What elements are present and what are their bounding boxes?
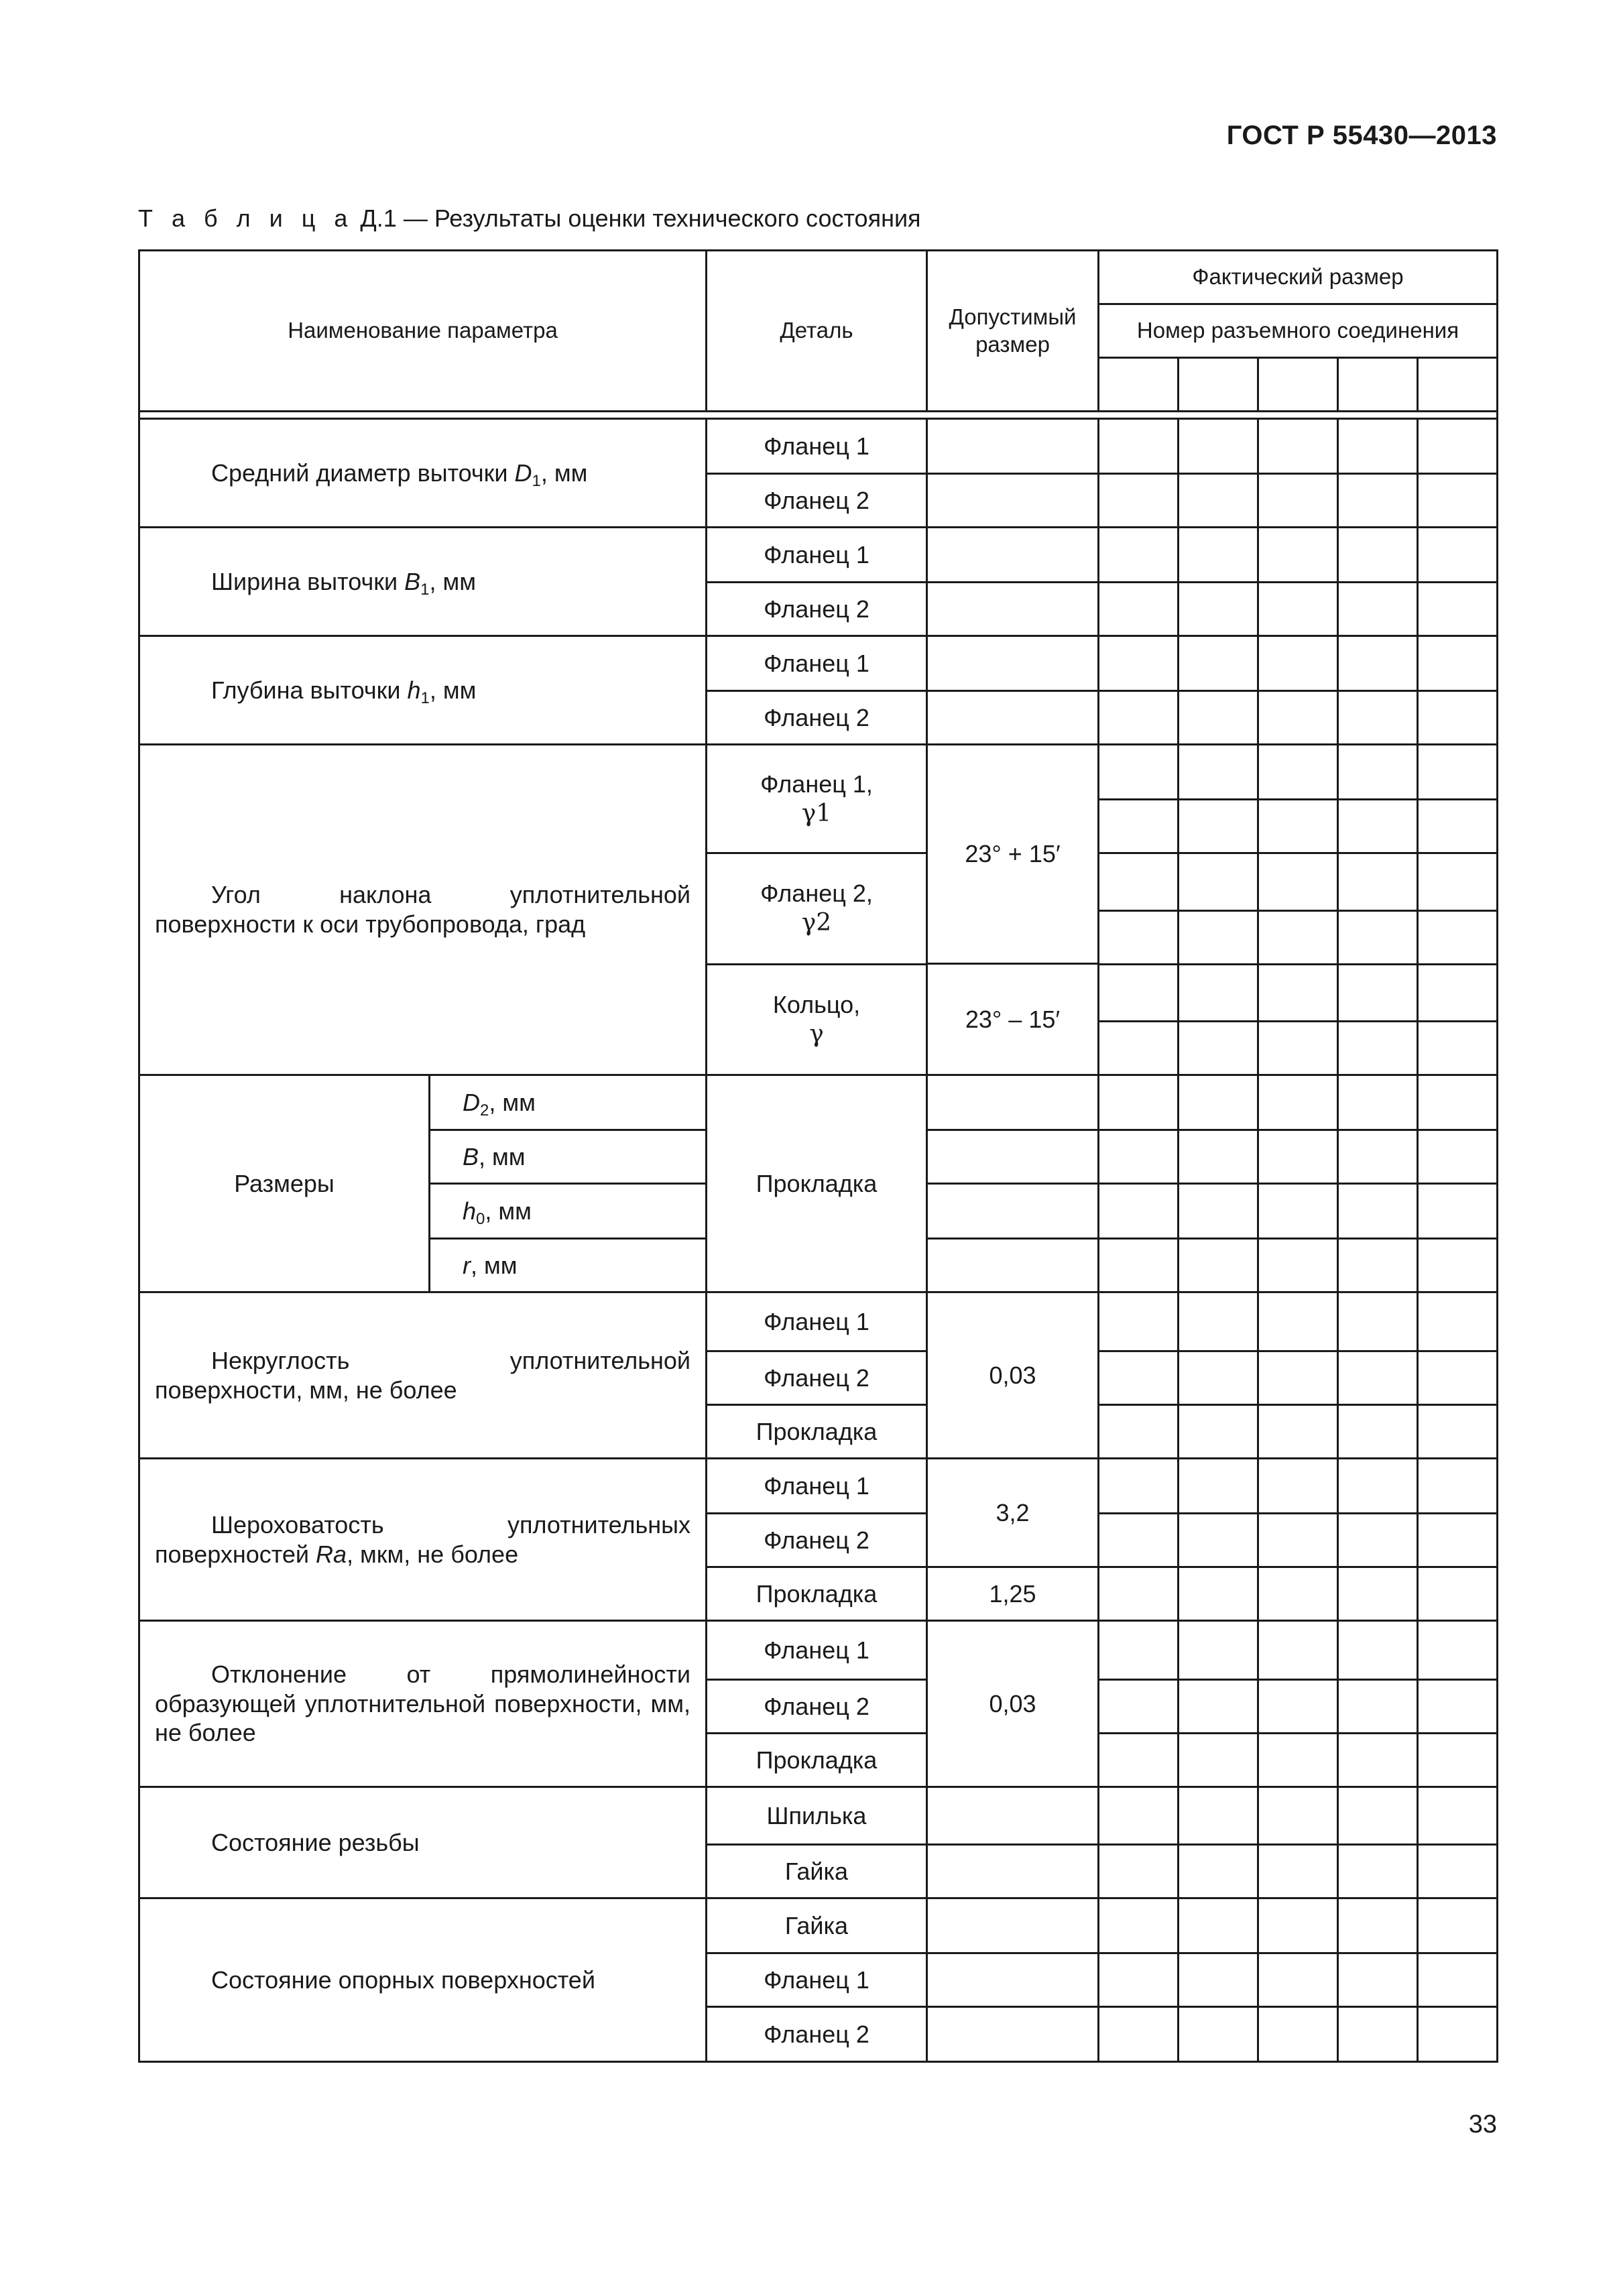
size-r: r, мм [430, 1239, 707, 1292]
allowed-straightness: 0,03 [927, 1621, 1099, 1787]
joint-cell [1258, 358, 1338, 412]
param-out-of-round: Некруглость уплотнительной поверхности, мм, не более [139, 1292, 707, 1459]
part-cell: Фланец 1 [707, 1953, 927, 2007]
joint-cell [1099, 358, 1179, 412]
allowed-angle-group [927, 745, 1099, 1075]
part-cell: Фланец 1 [707, 1459, 927, 1514]
part-cell: Фланец 2 [707, 2007, 927, 2062]
param-groove-diameter: Средний диаметр выточки $D_1$, мм [139, 419, 707, 528]
caption-text: Д.1 — Результаты оценки технического состояния [353, 204, 921, 232]
header-part: Деталь [707, 251, 927, 412]
part-cell: Фланец 2 [707, 1514, 927, 1567]
allowed-angle-minus: 23° – 15′ [965, 1005, 1061, 1033]
allowed-cell [927, 1898, 1099, 1953]
page-number: 33 [1468, 2110, 1497, 2138]
allowed-angle-plus: 23° + 15′ [928, 745, 1097, 965]
joint-cell [1418, 358, 1498, 412]
param-groove-depth: Глубина выточки $h_1$, мм [139, 636, 707, 745]
header-joint-number: Номер разъемного соединения [1099, 304, 1498, 358]
part-cell: Фланец 2 [707, 583, 927, 636]
part-cell: Фланец 2 [707, 1680, 927, 1734]
allowed-roughness-flange: 3,2 [927, 1459, 1099, 1567]
assessment-table [138, 249, 1498, 2063]
allowed-cell [927, 1953, 1099, 2007]
allowed-cell [927, 636, 1099, 691]
part-cell: Фланец 1 [707, 1621, 927, 1680]
size-d2: $D_2$, мм [430, 1075, 707, 1130]
part-ring-gamma: Кольцо, γ [707, 964, 927, 1075]
standard-designation: ГОСТ Р 55430—2013 [1226, 121, 1497, 150]
part-cell: Прокладка [707, 1567, 927, 1621]
part-cell: Прокладка [707, 1734, 927, 1787]
part-cell: Фланец 1 [707, 528, 927, 583]
param-thread: Состояние резьбы [139, 1787, 707, 1898]
part-cell: Фланец 2 [707, 1351, 927, 1405]
part-cell: Шпилька [707, 1787, 927, 1845]
header-parameter: Наименование параметра [139, 251, 707, 412]
allowed-cell [927, 528, 1099, 583]
part-cell: Фланец 1 [707, 419, 927, 474]
allowed-cell [927, 1845, 1099, 1898]
part-cell: Фланец 2 [707, 691, 927, 745]
allowed-cell [927, 474, 1099, 528]
joint-cell [1338, 358, 1418, 412]
part-cell: Прокладка [707, 1405, 927, 1459]
part-gasket: Прокладка [707, 1075, 927, 1292]
part-cell: Фланец 1 [707, 636, 927, 691]
part-cell: Фланец 2 [707, 474, 927, 528]
param-straightness: Отклонение от прямолинейности образующей уплотнительной поверхности, мм, не более [139, 1621, 707, 1787]
part-cell: Гайка [707, 1898, 927, 1953]
param-sizes: Размеры [139, 1075, 430, 1292]
param-groove-width: Ширина выточки $B_1$, мм [139, 528, 707, 636]
param-roughness: Шероховатость уплотнительных поверхностей Ra, мкм, не более [139, 1459, 707, 1621]
allowed-cell [927, 691, 1099, 745]
part-flange2-gamma: Фланец 2, γ2 [707, 853, 927, 965]
size-h0: $h_0$, мм [430, 1184, 707, 1239]
allowed-roughness-gasket: 1,25 [927, 1567, 1099, 1621]
param-seal-angle: Угол наклона уплотнительной поверхности к оси трубопровода, град [139, 745, 707, 1075]
part-flange1-gamma: Фланец 1, γ1 [707, 745, 927, 853]
header-actual-size: Фактический размер [1099, 251, 1498, 304]
param-bearing: Состояние опорных поверхностей [139, 1898, 707, 2062]
part-cell: Гайка [707, 1845, 927, 1898]
allowed-cell [927, 583, 1099, 636]
header-allowed-size: Допустимый размер [927, 251, 1099, 412]
joint-cell [1179, 358, 1258, 412]
caption-prefix: Т а б л и ц а [138, 204, 354, 232]
header-separator [139, 412, 1498, 419]
allowed-cell [927, 419, 1099, 474]
part-cell: Фланец 1 [707, 1292, 927, 1351]
table-caption [138, 204, 921, 233]
size-b: B, мм [430, 1130, 707, 1184]
allowed-cell [927, 1787, 1099, 1845]
allowed-out-of-round: 0,03 [927, 1292, 1099, 1459]
allowed-cell [927, 2007, 1099, 2062]
